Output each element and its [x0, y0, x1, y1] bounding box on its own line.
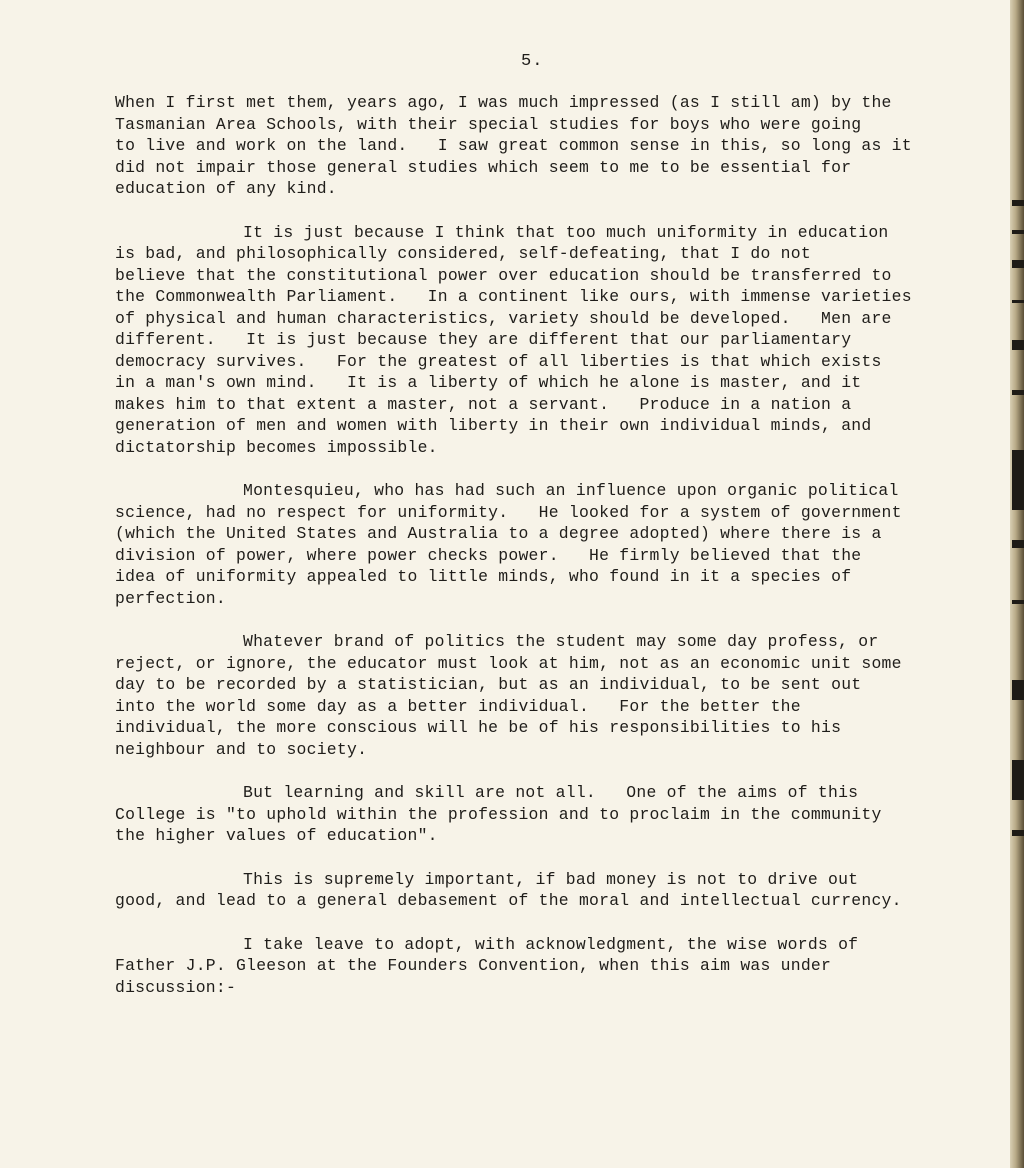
- text-line: generation of men and women with liberty in their own individual minds, and: [115, 416, 872, 435]
- paragraph-2: [115, 222, 975, 459]
- edge-mark: [1012, 340, 1024, 350]
- text-line: reject, or ignore, the educator must look at him, not as an economic unit some: [115, 653, 902, 673]
- paragraph-7: [115, 934, 975, 999]
- edge-mark: [1012, 230, 1024, 234]
- edge-mark: [1012, 760, 1024, 800]
- page-number: 5.: [521, 52, 544, 71]
- edge-mark: [1012, 830, 1024, 836]
- edge-mark: [1012, 260, 1024, 268]
- page-edge-binding: [1010, 0, 1024, 1168]
- edge-mark: [1012, 450, 1024, 510]
- text-line: the Commonwealth Parliament. In a continent like ours, with immense varieties: [115, 287, 912, 306]
- paragraph-6: [115, 869, 975, 912]
- text-line: the higher values of education".: [115, 826, 438, 845]
- edge-mark: [1012, 540, 1024, 548]
- text-line: This is supremely important, if bad money is not to drive out: [243, 869, 859, 889]
- text-line: (which the United States and Australia to a degree adopted) where there is a: [115, 524, 882, 543]
- text-line: Montesquieu, who has had such an influence upon organic political: [243, 481, 899, 500]
- text-line: Whatever brand of politics the student may some day profess, or: [243, 632, 879, 651]
- body-text: [115, 92, 975, 1020]
- text-line: perfection.: [115, 588, 226, 608]
- text-line: idea of uniformity appealed to little minds, who found in it a species of: [115, 567, 852, 586]
- text-line: College is "to uphold within the profession and to proclaim in the community: [115, 804, 882, 824]
- text-line: science, had no respect for uniformity. He looked for a system of government: [115, 502, 902, 522]
- text-line: When I first met them, years ago, I was much impressed (as I still am) by the: [115, 93, 892, 112]
- text-line: Father J.P. Gleeson at the Founders Convention, when this aim was under: [115, 956, 832, 975]
- text-line: But learning and skill are not all. One of the aims of this: [243, 783, 859, 802]
- text-line: education of any kind.: [115, 179, 337, 198]
- text-line: It is just because I think that too much uniformity in education: [243, 222, 889, 242]
- edge-mark: [1012, 200, 1024, 206]
- text-line: dictatorship becomes impossible.: [115, 437, 438, 457]
- text-line: makes him to that extent a master, not a servant. Produce in a nation a: [115, 394, 852, 414]
- text-line: believe that the constitutional power over education should be transferred to: [115, 265, 892, 285]
- edge-mark: [1012, 680, 1024, 700]
- text-line: in a man's own mind. It is a liberty of which he alone is master, and it: [115, 373, 862, 392]
- paragraph-3: [115, 480, 975, 609]
- text-line: individual, the more conscious will he be of his responsibilities to his: [115, 718, 842, 737]
- text-line: did not impair those general studies which seem to me to be essential for: [115, 157, 852, 177]
- text-line: to live and work on the land. I saw great common sense in this, so long as it: [115, 136, 912, 155]
- text-line: is bad, and philosophically considered, self-defeating, that I do not: [115, 244, 811, 263]
- text-line: democracy survives. For the greatest of all liberties is that which exists: [115, 351, 882, 371]
- paragraph-4: [115, 631, 975, 760]
- text-line: division of power, where power checks power. He firmly believed that the: [115, 545, 862, 565]
- paragraph-5: [115, 782, 975, 847]
- paragraph-1: [115, 92, 975, 200]
- text-line: into the world some day as a better individual. For the better the: [115, 696, 801, 716]
- text-line: good, and lead to a general debasement of the moral and intellectual currency.: [115, 891, 902, 910]
- edge-mark: [1012, 300, 1024, 303]
- edge-mark: [1012, 600, 1024, 604]
- edge-mark: [1012, 390, 1024, 395]
- text-line: discussion:-: [115, 977, 237, 997]
- text-line: different. It is just because they are different that our parliamentary: [115, 330, 852, 349]
- text-line: Tasmanian Area Schools, with their special studies for boys who were going: [115, 114, 862, 134]
- text-line: day to be recorded by a statistician, but as an individual, to be sent out: [115, 675, 862, 694]
- text-line: I take leave to adopt, with acknowledgment, the wise words of: [243, 934, 859, 954]
- text-line: neighbour and to society.: [115, 739, 368, 759]
- text-line: of physical and human characteristics, variety should be developed. Men are: [115, 308, 892, 328]
